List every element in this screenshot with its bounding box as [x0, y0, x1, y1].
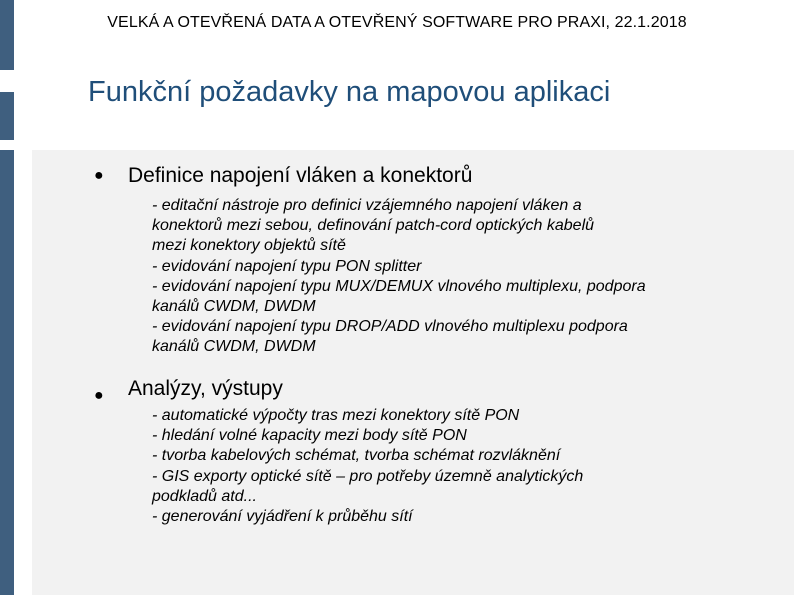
section-details-definice [152, 196, 646, 358]
detail-line: podkladů atd... [152, 487, 257, 505]
detail-line: mezi konektory objektů sítě [152, 237, 346, 255]
detail-line: konektorů mezi sebou, definování patch-cord optických kabelů [152, 217, 595, 235]
slide-title: Funkční požadavky na mapovou aplikaci [88, 76, 611, 108]
detail-line: - hledání volné kapacity mezi body sítě PON [152, 427, 467, 445]
detail-line: - evidování napojení typu PON splitter [152, 257, 422, 275]
accent-bar-title [0, 92, 14, 140]
detail-line: - editační nástroje pro definici vzájemného napojení vláken a [152, 197, 582, 214]
detail-line: - evidování napojení typu DROP/ADD vlnového multiplexu podpora [152, 318, 628, 336]
section-heading-analyzy: Analýzy, výstupy [128, 377, 283, 400]
section-heading-definice: Definice napojení vláken a konektorů [128, 164, 473, 187]
detail-line: - GIS exporty optické sítě – pro potřeby územně analytických [152, 467, 584, 485]
conference-header: VELKÁ A OTEVŘENÁ DATA A OTEVŘENÝ SOFTWARE PRO PRAXI, 22.1.2018 [107, 14, 687, 31]
detail-line: kanálů CWDM, DWDM [152, 298, 316, 316]
section-details-analyzy [152, 406, 583, 527]
bullet-icon: ● [94, 387, 104, 404]
detail-line: - generování vyjádření k průběhu sítí [152, 508, 413, 526]
detail-line: - tvorba kabelových schémat, tvorba schémat rozvláknění [152, 447, 561, 465]
bullet-icon: ● [94, 167, 104, 184]
detail-line: - evidování napojení typu MUX/DEMUX vlnového multiplexu, podpora [152, 277, 646, 295]
detail-line: kanálů CWDM, DWDM [152, 338, 316, 356]
accent-bar-content [0, 150, 14, 595]
accent-bar-top [0, 0, 14, 70]
detail-line: - automatické výpočty tras mezi konektory sítě PON [152, 407, 520, 424]
